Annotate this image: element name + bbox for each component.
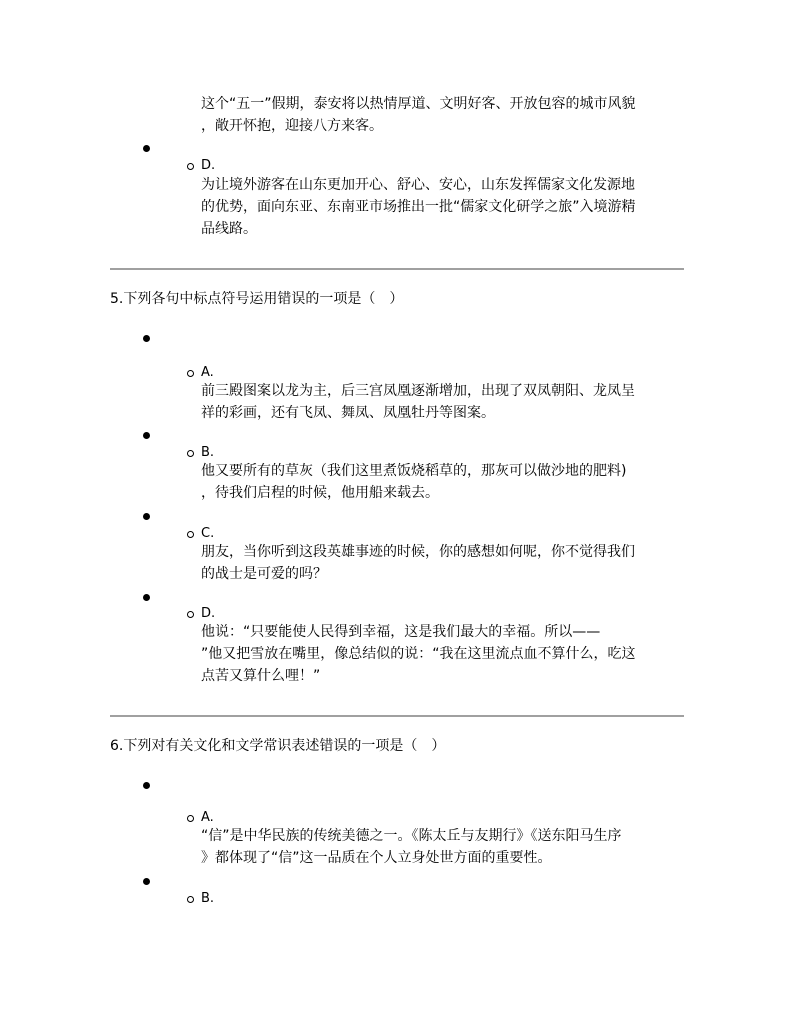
radio-option-c[interactable] [187,531,194,538]
question-divider [110,268,684,270]
q6-option-a-text [201,825,691,869]
radio-option-a[interactable] [187,815,194,822]
list-bullet [143,432,150,439]
q6-option-a-label: A. [201,810,214,825]
list-bullet [143,335,150,342]
question-5-title: 5.下列各句中标点符号运用错误的一项是（ ） [110,291,404,307]
text-line: 他说：“只要能使人民得到幸福，这是我们最大的幸福。所以—— [201,624,601,640]
list-bullet [143,594,150,601]
q5-option-c-label: C. [201,526,215,541]
text-line: 祥的彩画，还有飞凤、舞凤、凤凰牡丹等图案。 [201,405,495,421]
text-line: 朋友，当你听到这段英雄事迹的时候，你的感想如何呢，你不觉得我们 [201,544,635,560]
list-bullet [143,878,150,885]
q5-option-b-text [201,460,691,504]
text-line: 前三殿图案以龙为主，后三宫凤凰逐渐增加，出现了双凤朝阳、龙凤呈 [201,383,635,399]
radio-option-a[interactable] [187,370,194,377]
q6-option-b-label: B. [201,891,215,906]
list-bullet [143,782,150,789]
radio-option-d[interactable] [187,611,194,618]
question-divider [110,715,684,717]
text-line: 》都体现了“信”这一品质在个人立身处世方面的重要性。 [201,850,552,866]
text-line: 点苦又算什么哩！” [201,668,321,684]
radio-option-b[interactable] [187,896,194,903]
list-bullet [143,513,150,520]
text-line: 为让境外游客在山东更加开心、舒心、安心，山东发挥儒家文化发源地 [201,177,635,193]
q5-option-b-label: B. [201,445,215,460]
q5-option-d-text [201,621,691,687]
q4-option-c-text [201,93,691,137]
q5-option-c-text [201,541,691,585]
q5-option-a-text [201,380,691,424]
q4-option-d-label: D. [201,158,216,173]
radio-option-b[interactable] [187,450,194,457]
text-line: 品线路。 [201,221,257,237]
question-6-title: 6.下列对有关文化和文学常识表述错误的一项是（ ） [110,738,446,754]
text-line: “信”是中华民族的传统美德之一。《陈太丘与友期行》《送东阳马生序 [201,828,622,844]
q5-option-a-label: A. [201,365,214,380]
text-line: 他又要所有的草灰（我们这里煮饭烧稻草的，那灰可以做沙地的肥料) [201,463,627,479]
text-line: 的战士是可爱的吗？ [201,566,327,582]
text-line: ”他又把雪放在嘴里，像总结似的说：“我在这里流点血不算什么，吃这 [201,646,636,662]
text-line: ，待我们启程的时候，他用船来载去。 [201,485,439,501]
text-line: 的优势，面向东亚、东南亚市场推出一批“儒家文化研学之旅”入境游精 [201,199,636,215]
q5-option-d-label: D. [201,606,216,621]
q4-option-d-text [201,174,691,240]
text-line: 这个“五一”假期，泰安将以热情厚道、文明好客、开放包容的城市风貌 [201,96,636,112]
text-line: ，敞开怀抱，迎接八方来客。 [201,118,383,134]
list-bullet [143,145,150,152]
radio-option-d[interactable] [187,163,194,170]
